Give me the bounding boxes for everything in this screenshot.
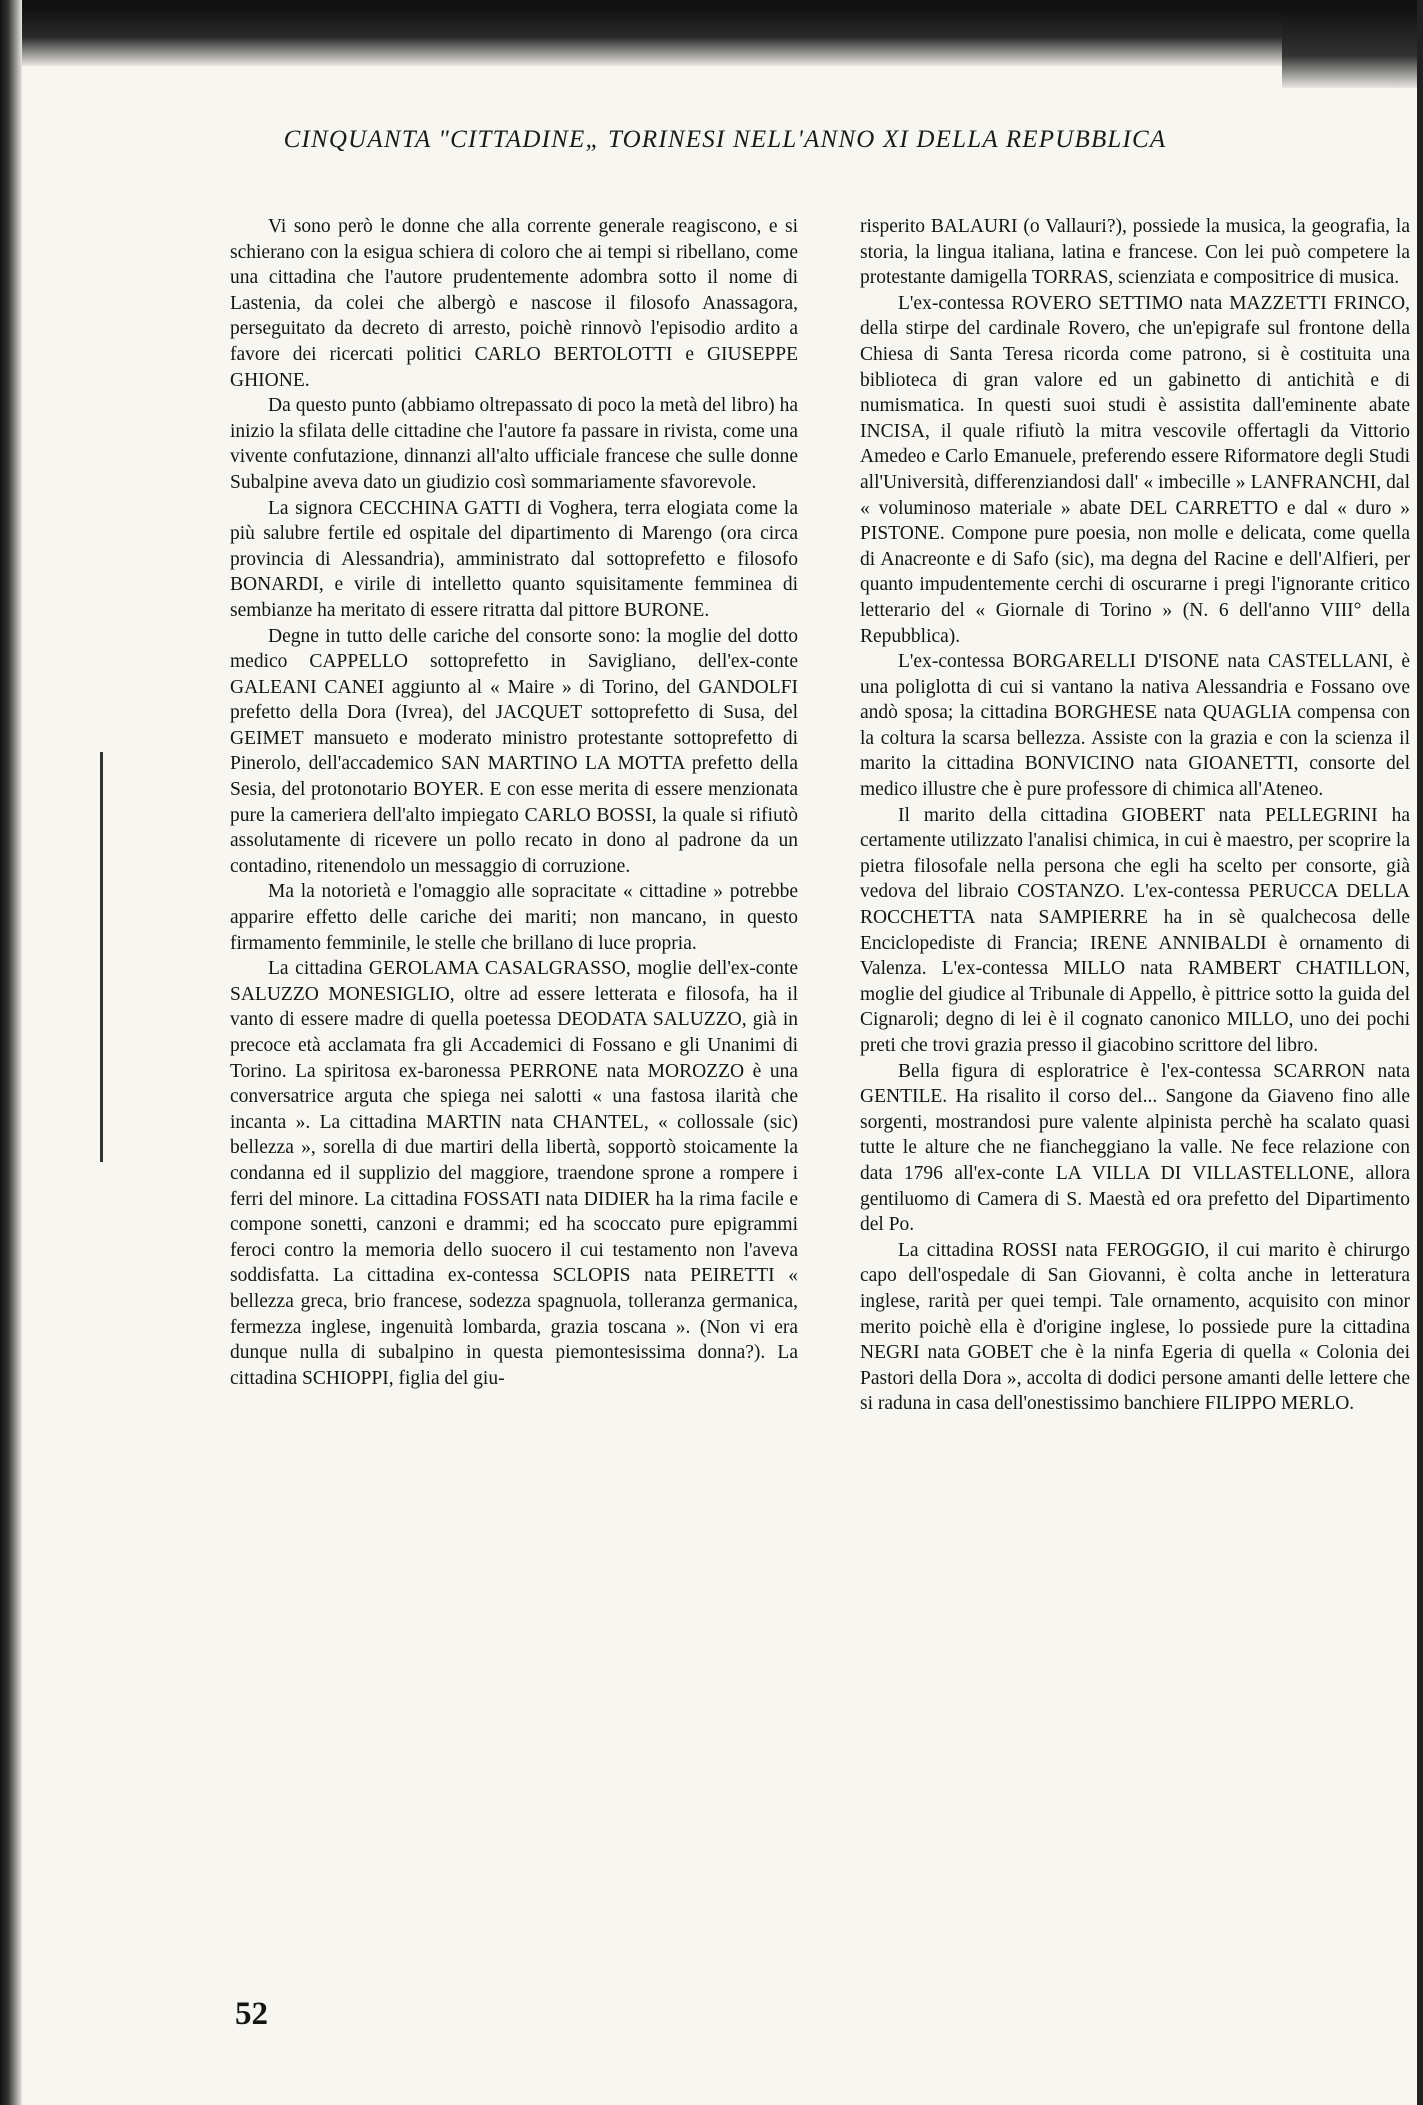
scan-border-top xyxy=(0,0,1423,8)
running-head: CINQUANTA "CITTADINE„ TORINESI NELL'ANNO XI DELLA REPUBBLICA xyxy=(283,126,1167,153)
scan-border-left xyxy=(0,0,22,2105)
paragraph: Il marito della cittadina GIOBERT nata PELLEGRINI ha certamente utilizzato l'analisi chimica, in cui è maestro, per scoprire la pietra filosofale nella persona che egli ha scelto per consorte, già vedova del libraio COSTANZO. L'ex-contessa PERUCCA DELLA ROCCHETTA nata SAMPIERRE ha in sè qualchecosa delle Enciclopediste di Francia; IRENE ANNIBALDI è ornamento di Valenza. L'ex-contessa MILLO nata RAMBERT CHATILLON, moglie del giudice al Tribunale di Appello, è pittrice sotto la guida del Cignaroli; degno di lei è il cognato canonico MILLO, uno dei pochi preti che trovi grazia presso il giacobino scrittore del libro. xyxy=(860,804,1410,1056)
paragraph: La signora CECCHINA GATTI di Voghera, terra elogiata come la più salubre fertile ed ospitale del dipartimento di Marengo (ora circa provincia di Alessandria), amministrato dal sottoprefetto e filosofo BONARDI, e virile di intelletto quanto squisitamente femminea di sembianze ha meritato di essere ritratta dal pittore BURONE. xyxy=(230,497,798,621)
paragraph: L'ex-contessa BORGARELLI D'ISONE nata CASTELLANI, è una poliglotta di cui si vantano la nativa Alessandria e Fossano ove andò sposa; la cittadina BORGHESE nata QUAGLIA compensa con la coltura la scarsa bellezza. Assiste con la grazia e con la scienza il marito la cittadina BONVICINO nata GIOANETTI, consorte del medico illustre che è pure professore di chimica all'Ateneo. xyxy=(860,651,1410,801)
paragraph: Degne in tutto delle cariche del consorte sono: la moglie del dotto medico CAPPELLO sottoprefetto in Savigliano, dell'ex-conte GALEANI CANEI aggiunto al « Maire » di Torino, del GANDOLFI prefetto della Dora (Ivrea), del JACQUET sottoprefetto di Susa, del GEIMET mansueto e moderato ministro protestante sottoprefetto di Pinerolo, dell'accademico SAN MARTINO LA MOTTA prefetto della Sesia, del protonotario BOYER. E con esse merita di essere menzionata pure la cameriera dell'alto impiegato CARLO BOSSI, la quale si rifiutò assolutamente di ricevere un pollo recato in dono al padrone da un contadino, ritenendolo un messaggio di corruzione. xyxy=(230,625,798,877)
page-number: 52 xyxy=(235,1996,268,2032)
scan-shadow-top xyxy=(22,8,1282,66)
paragraph: L'ex-contessa ROVERO SETTIMO nata MAZZETTI FRINCO, della stirpe del cardinale Rovero, che un'epigrafe sul frontone della Chiesa di Santa Teresa ricorda come patrono, si è costituita una biblioteca di gran valore ed un gabinetto di antichità e di numismatica. In questi suoi studi è assistita dall'eminente abate INCISA, il quale rifiutò la mitra vescovile offertagli da Vittorio Amedeo e Carlo Emanuele, preferendo essere Riformatore degli Studi all'Università, differenziandosi dall' « imbecille » LANFRANCHI, dal « voluminoso materiale » abate DEL CARRETTO e dal « duro » PISTONE. Compone pure poesia, non molle e delicata, come quella di Anacreonte e di Safo (sic), ma degna del Racine e dell'Alfieri, per quanto impudentemente cerchi di oscurarne i pregi l'ignorante critico letterario del « Giornale di Torino » (N. 6 dell'anno VIII° della Repubblica). xyxy=(860,292,1410,647)
paragraph-continued: risperito BALAURI (o Vallauri?), possiede la musica, la geografia, la storia, la lingua italiana, latina e francese. Con lei può competere la protestante damigella TORRAS, scienziata e compositrice di musica. xyxy=(860,216,1410,289)
scan-shadow-top-right xyxy=(1282,8,1417,88)
gutter-line xyxy=(100,752,103,1162)
paragraph: Bella figura di esploratrice è l'ex-contessa SCARRON nata GENTILE. Ha risalito il corso del... Sangone da Giaveno fino alle sorgenti, mostrandosi pure valente alpinista perchè ha scalato quasi tutte le alture che ne fiancheggiano la valle. Ne fece relazione con data 1796 all'ex-conte LA VILLA DI VILLASTELLONE, allora gentiluomo di Camera di S. Maestà ed ora prefetto del Dipartimento del Po. xyxy=(860,1060,1410,1236)
paragraph: La cittadina GEROLAMA CASALGRASSO, moglie dell'ex-conte SALUZZO MONESIGLIO, oltre ad essere letterata e filosofa, ha il vanto di essere madre di quella poetessa DEODATA SALUZZO, già in precoce età acclamata fra gli Accademici di Fossano e gli Unanimi di Torino. La spiritosa ex-baronessa PERRONE nata MOROZZO è una conversatrice arguta che spiega nei salotti « una fastosa ilarità che incanta ». La cittadina MARTIN nata CHANTEL, « collossale (sic) bellezza », sorella di due martiri della libertà, sopportò stoicamente la condanna ed il supplizio del maggiore, traendone sprone a rompere i ferri del minore. La cittadina FOSSATI nata DIDIER ha la rima facile e compone sonetti, canzoni e drammi; ed ha scoccato pure epigrammi feroci contro la memoria dello suocero il cui testamento non l'aveva soddisfatta. La cittadina ex-contessa SCLOPIS nata PEIRETTI « bellezza greca, brio francese, sodezza spagnuola, tolleranza germanica, fermezza inglese, ingenuità lombarda, grazia toscana ». (Non vi era dunque nulla di subalpino in questa piemontesissima donna?). La cittadina SCHIOPPI, figlia del giu- xyxy=(230,958,798,1389)
scan-border-right xyxy=(1417,0,1423,2105)
paragraph: Ma la notorietà e l'omaggio alle sopracitate « cittadine » potrebbe apparire effetto delle cariche dei mariti; non mancano, in questo firmamento femminile, le stelle che brillano di luce propria. xyxy=(230,881,798,954)
paragraph: Vi sono però le donne che alla corrente generale reagiscono, e si schierano con la esigua schiera di coloro che ai tempi si ribellano, come una cittadina che l'autore prudentemente adombra sotto il nome di Lastenia, da colei che albergò e nascose il filosofo Anassagora, perseguitato da decreto di arresto, poichè rinnovò l'episodio ardito a favore dei ricercati politici CARLO BERTOLOTTI e GIUSEPPE GHIONE. xyxy=(230,216,798,391)
paragraph: La cittadina ROSSI nata FEROGGIO, il cui marito è chirurgo capo dell'ospedale di San Giovanni, è colta anche in letteratura inglese, rarità per quei tempi. Tale ornamento, acquisito con minor merito poichè ella è d'origine inglese, lo possiede pure la cittadina NEGRI nata GOBET che è la ninfa Egeria di quella « Colonia dei Pastori della Dora », accolta di dodici persone amanti delle lettere che si raduna in casa dell'onestissimo banchiere FILIPPO MERLO. xyxy=(860,1239,1410,1415)
left-column xyxy=(230,214,798,1391)
right-column xyxy=(860,214,1410,1417)
paragraph: Da questo punto (abbiamo oltrepassato di poco la metà del libro) ha inizio la sfilata delle cittadine che l'autore fa passare in rivista, come una vivente confutazione, dinnanzi all'alto ufficiale francese che sulle donne Subalpine aveva dato un giudizio così sommariamente sfavorevole. xyxy=(230,395,798,493)
